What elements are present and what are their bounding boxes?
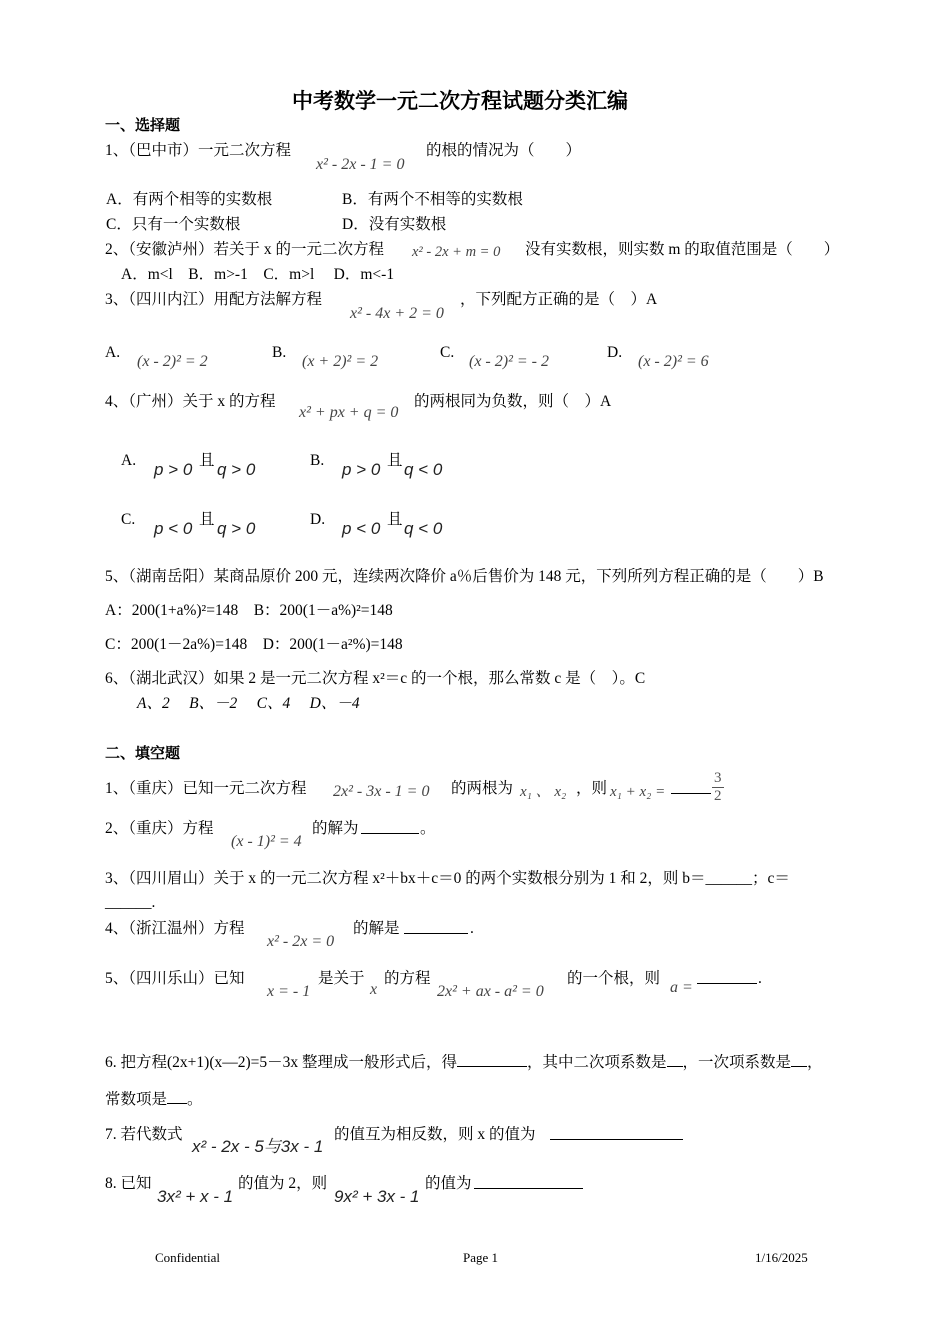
- f6-blank-general-form: [457, 1052, 527, 1067]
- q4-label-d: D.: [310, 511, 326, 528]
- f4-stem: 4、（浙江温州）方程: [105, 920, 245, 937]
- q4-label-a: A.: [121, 452, 137, 469]
- f5-mid: 是关于: [318, 970, 365, 987]
- f6-blank-linear-coef: [791, 1052, 807, 1067]
- f1-numerator: 3: [714, 770, 722, 786]
- q3-label-d: D.: [607, 344, 623, 361]
- q1-option-d: D．没有实数根: [342, 216, 447, 233]
- f5-equation-2: 2x² + ax - a² = 0: [437, 983, 544, 1000]
- f7-answer-blank: [550, 1125, 683, 1146]
- f6-text-c: ，一次项系数是: [682, 1054, 792, 1071]
- q2-tail: 没有实数根，则实数 m 的取值范围是（ ）: [525, 241, 840, 258]
- q3-stem: 3、（四川内江）用配方法解方程: [105, 291, 323, 308]
- q2-stem: 2、（安徽泸州）若关于 x 的一元二次方程: [105, 241, 385, 258]
- q4-label-b: B.: [310, 452, 325, 469]
- q4-b-and: 且: [387, 452, 403, 469]
- f1-answer-fraction: [712, 770, 724, 805]
- f8-answer-blank: [474, 1174, 583, 1195]
- q1-option-b: B．有两个不相等的实数根: [342, 191, 523, 208]
- q3-option-b: (x + 2)² = 2: [302, 353, 379, 370]
- f5-var-x: x: [370, 981, 378, 998]
- f1-denominator: 2: [714, 788, 722, 804]
- f5-end: .: [758, 970, 762, 987]
- f6-end: 。: [187, 1091, 203, 1108]
- q4-a-and: 且: [199, 452, 215, 469]
- q5-stem: 5、（湖南岳阳）某商品原价 200 元，连续两次降价 a％后售价为 148 元，下列所列方程正确的是（ ）B: [105, 568, 824, 585]
- q3-tail: ，下列配方正确的是（ ）A: [460, 291, 658, 308]
- f1-then: ，则: [576, 780, 608, 797]
- q3-label-b: B.: [272, 344, 287, 361]
- footer-page-number: Page 1: [463, 1250, 499, 1265]
- q4-label-c: C.: [121, 511, 136, 528]
- q3-option-c: (x - 2)² = - 2: [469, 353, 550, 370]
- f7-tail: 的值互为相反数，则 x 的值为: [334, 1126, 536, 1143]
- f4-equation: x² - 2x = 0: [267, 933, 335, 950]
- f4-tail: 的解是: [353, 920, 400, 937]
- q1-option-c: C．只有一个实数根: [106, 216, 241, 233]
- q4-d-p: p < 0: [342, 519, 381, 538]
- f8-mid: 的值为 2，则: [238, 1175, 328, 1192]
- page-title: 中考数学一元二次方程试题分类汇编: [292, 89, 628, 113]
- f2-end: 。: [420, 820, 436, 837]
- f7-stem: 7. 若代数式: [105, 1126, 183, 1143]
- f2-tail: 的解为: [312, 820, 359, 837]
- f2-answer-blank: [361, 819, 419, 840]
- q6-stem: 6、（湖北武汉）如果 2 是一元二次方程 x²＝c 的一个根，那么常数 c 是（ ）。C: [105, 670, 646, 687]
- q3-label-a: A.: [105, 344, 121, 361]
- f1-sum: x₁ + x₂ =: [610, 784, 666, 800]
- f6-line1: [105, 1052, 823, 1073]
- f4-answer-blank: [404, 919, 468, 940]
- q4-d-and: 且: [387, 511, 403, 528]
- q1-stem: 1、（巴中市）一元二次方程: [105, 142, 292, 159]
- f1-equation: 2x² - 3x - 1 = 0: [333, 783, 430, 800]
- q3-option-d: (x - 2)² = 6: [638, 353, 709, 370]
- q4-d-q: q < 0: [404, 519, 443, 538]
- f4-end: .: [470, 920, 474, 937]
- q4-a-q: q > 0: [217, 460, 256, 479]
- f5-a-equals: a =: [670, 979, 693, 996]
- q4-c-p: p < 0: [154, 519, 193, 538]
- f8-equation-1: 3x² + x - 1: [157, 1187, 234, 1206]
- q6-options: A、2 B、－2 C、4 D、－4: [137, 695, 360, 712]
- q1-option-a: A．有两个相等的实数根: [106, 191, 273, 208]
- q1-equation: x² - 2x - 1 = 0: [316, 156, 405, 173]
- f6-text-a: 6. 把方程(2x+1)(x—2)=5－3x 整理成一般形式后，得: [105, 1054, 458, 1071]
- f2-equation: (x - 1)² = 4: [231, 833, 302, 850]
- footer-confidential: Confidential: [155, 1250, 220, 1265]
- f8-equation-2: 9x² + 3x - 1: [334, 1187, 420, 1206]
- q4-b-p: p > 0: [342, 460, 381, 479]
- f5-tail: 的一个根，则: [567, 970, 661, 987]
- q4-stem: 4、（广州）关于 x 的方程: [105, 393, 276, 410]
- section-heading-choice: 一、选择题: [105, 118, 181, 134]
- q4-c-and: 且: [199, 511, 215, 528]
- f5-equation-1: x = - 1: [267, 983, 311, 1000]
- q4-equation: x² + px + q = 0: [299, 404, 399, 421]
- q1-tail: 的根的情况为（ ）: [426, 142, 582, 159]
- f3-line1: 3、（四川眉山）关于 x 的一元二次方程 x²＋bx＋c＝0 的两个实数根分别为 1 和 2，则 b＝______；c＝: [105, 870, 790, 887]
- f5-mid2: 的方程: [384, 970, 431, 987]
- q4-c-q: q > 0: [217, 519, 256, 538]
- f6-blank-quadratic-coef: [667, 1052, 683, 1067]
- f2-stem: 2、（重庆）方程: [105, 820, 214, 837]
- q3-label-c: C.: [440, 344, 455, 361]
- f1-mid: 的两根为: [451, 780, 514, 797]
- q5-options-row1: A：200(1+a%)²=148 B：200(1－a%)²=148: [105, 602, 393, 619]
- f5-stem: 5、（四川乐山）已知: [105, 970, 245, 987]
- q4-tail: 的两根同为负数，则（ ）A: [414, 393, 612, 410]
- f6-text-e: 常数项是: [105, 1091, 168, 1108]
- q3-equation: x² - 4x + 2 = 0: [350, 305, 444, 322]
- f3-line2: ______.: [105, 894, 156, 911]
- f1-roots: x₁ 、 x₂: [520, 784, 567, 800]
- section-heading-fill: 二、填空题: [105, 746, 181, 762]
- q5-options-row2: C：200(1－2a%)=148 D：200(1－a²%)=148: [105, 636, 403, 653]
- f1-answer-blank: [671, 779, 711, 800]
- q2-equation: x² - 2x + m = 0: [412, 244, 501, 260]
- f5-answer-blank: [697, 969, 757, 990]
- q4-a-p: p > 0: [154, 460, 193, 479]
- f1-stem: 1、（重庆）已知一元二次方程: [105, 780, 307, 797]
- f6-line2: [105, 1089, 203, 1110]
- f8-tail: 的值为: [425, 1175, 472, 1192]
- f6-text-b: ，其中二次项系数是: [527, 1054, 667, 1071]
- f7-equation: x² - 2x - 5与3x - 1: [192, 1137, 324, 1156]
- q2-options: A．m<l B．m>-1 C．m>l D．m<-1: [121, 266, 395, 283]
- q3-option-a: (x - 2)² = 2: [137, 353, 208, 370]
- footer-date: 1/16/2025: [755, 1250, 808, 1265]
- f8-stem: 8. 已知: [105, 1175, 152, 1192]
- q4-b-q: q < 0: [404, 460, 443, 479]
- f6-blank-constant: [167, 1089, 187, 1104]
- f6-text-d: ，: [807, 1054, 823, 1071]
